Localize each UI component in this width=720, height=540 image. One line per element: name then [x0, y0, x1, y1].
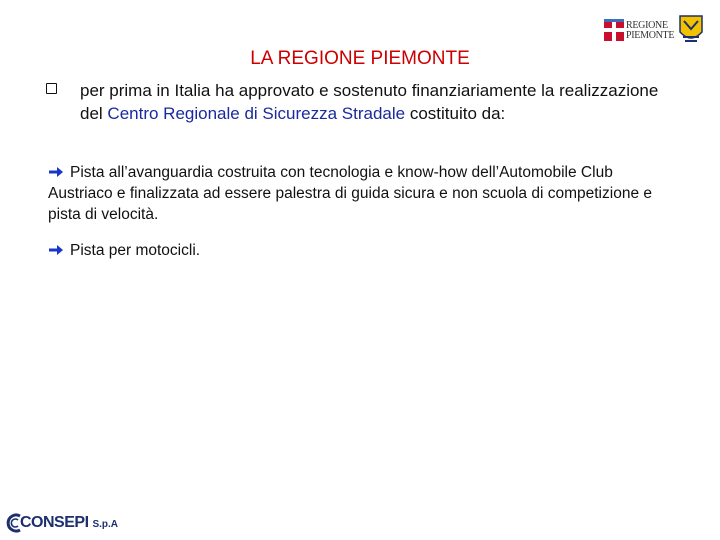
slide-title: LA REGIONE PIEMONTE	[250, 48, 470, 69]
centro-regionale-highlight: Centro Regionale di Sicurezza Stradale	[107, 104, 406, 123]
right-arrow-icon	[48, 244, 64, 256]
right-arrow-icon	[48, 166, 64, 178]
sub-item-pista	[48, 162, 668, 225]
main-text-after: costituito da:	[405, 104, 506, 123]
consepi-name-text: CONSEPI	[20, 514, 89, 531]
piemonte-flag-icon	[604, 19, 624, 41]
main-text-before: per prima in Italia ha approvato e sostenuto finanziariamente la realizzazione del	[80, 81, 659, 123]
logo-regione-line1: REGIONE	[626, 20, 668, 31]
consepi-suffix: S.p.A	[92, 519, 119, 530]
regione-piemonte-logo	[604, 19, 674, 43]
consepi-name	[20, 514, 118, 532]
consepi-logo	[6, 510, 136, 536]
logo-regione-line2: PIEMONTE	[626, 30, 675, 41]
shield-logo-icon	[678, 14, 704, 44]
checkbox-icon	[46, 83, 57, 94]
sub-item-text: Pista all’avanguardia costruita con tecnologia e know-how dell’Automobile Club Austriaco e finalizzata ad essere palestra di guida sicura e non scuola di competizione e pista di velocità.	[48, 164, 652, 223]
sub-item-text: Pista per motocicli.	[70, 242, 201, 259]
main-bullet-text	[80, 79, 680, 125]
sub-item-motocicli	[48, 240, 668, 261]
